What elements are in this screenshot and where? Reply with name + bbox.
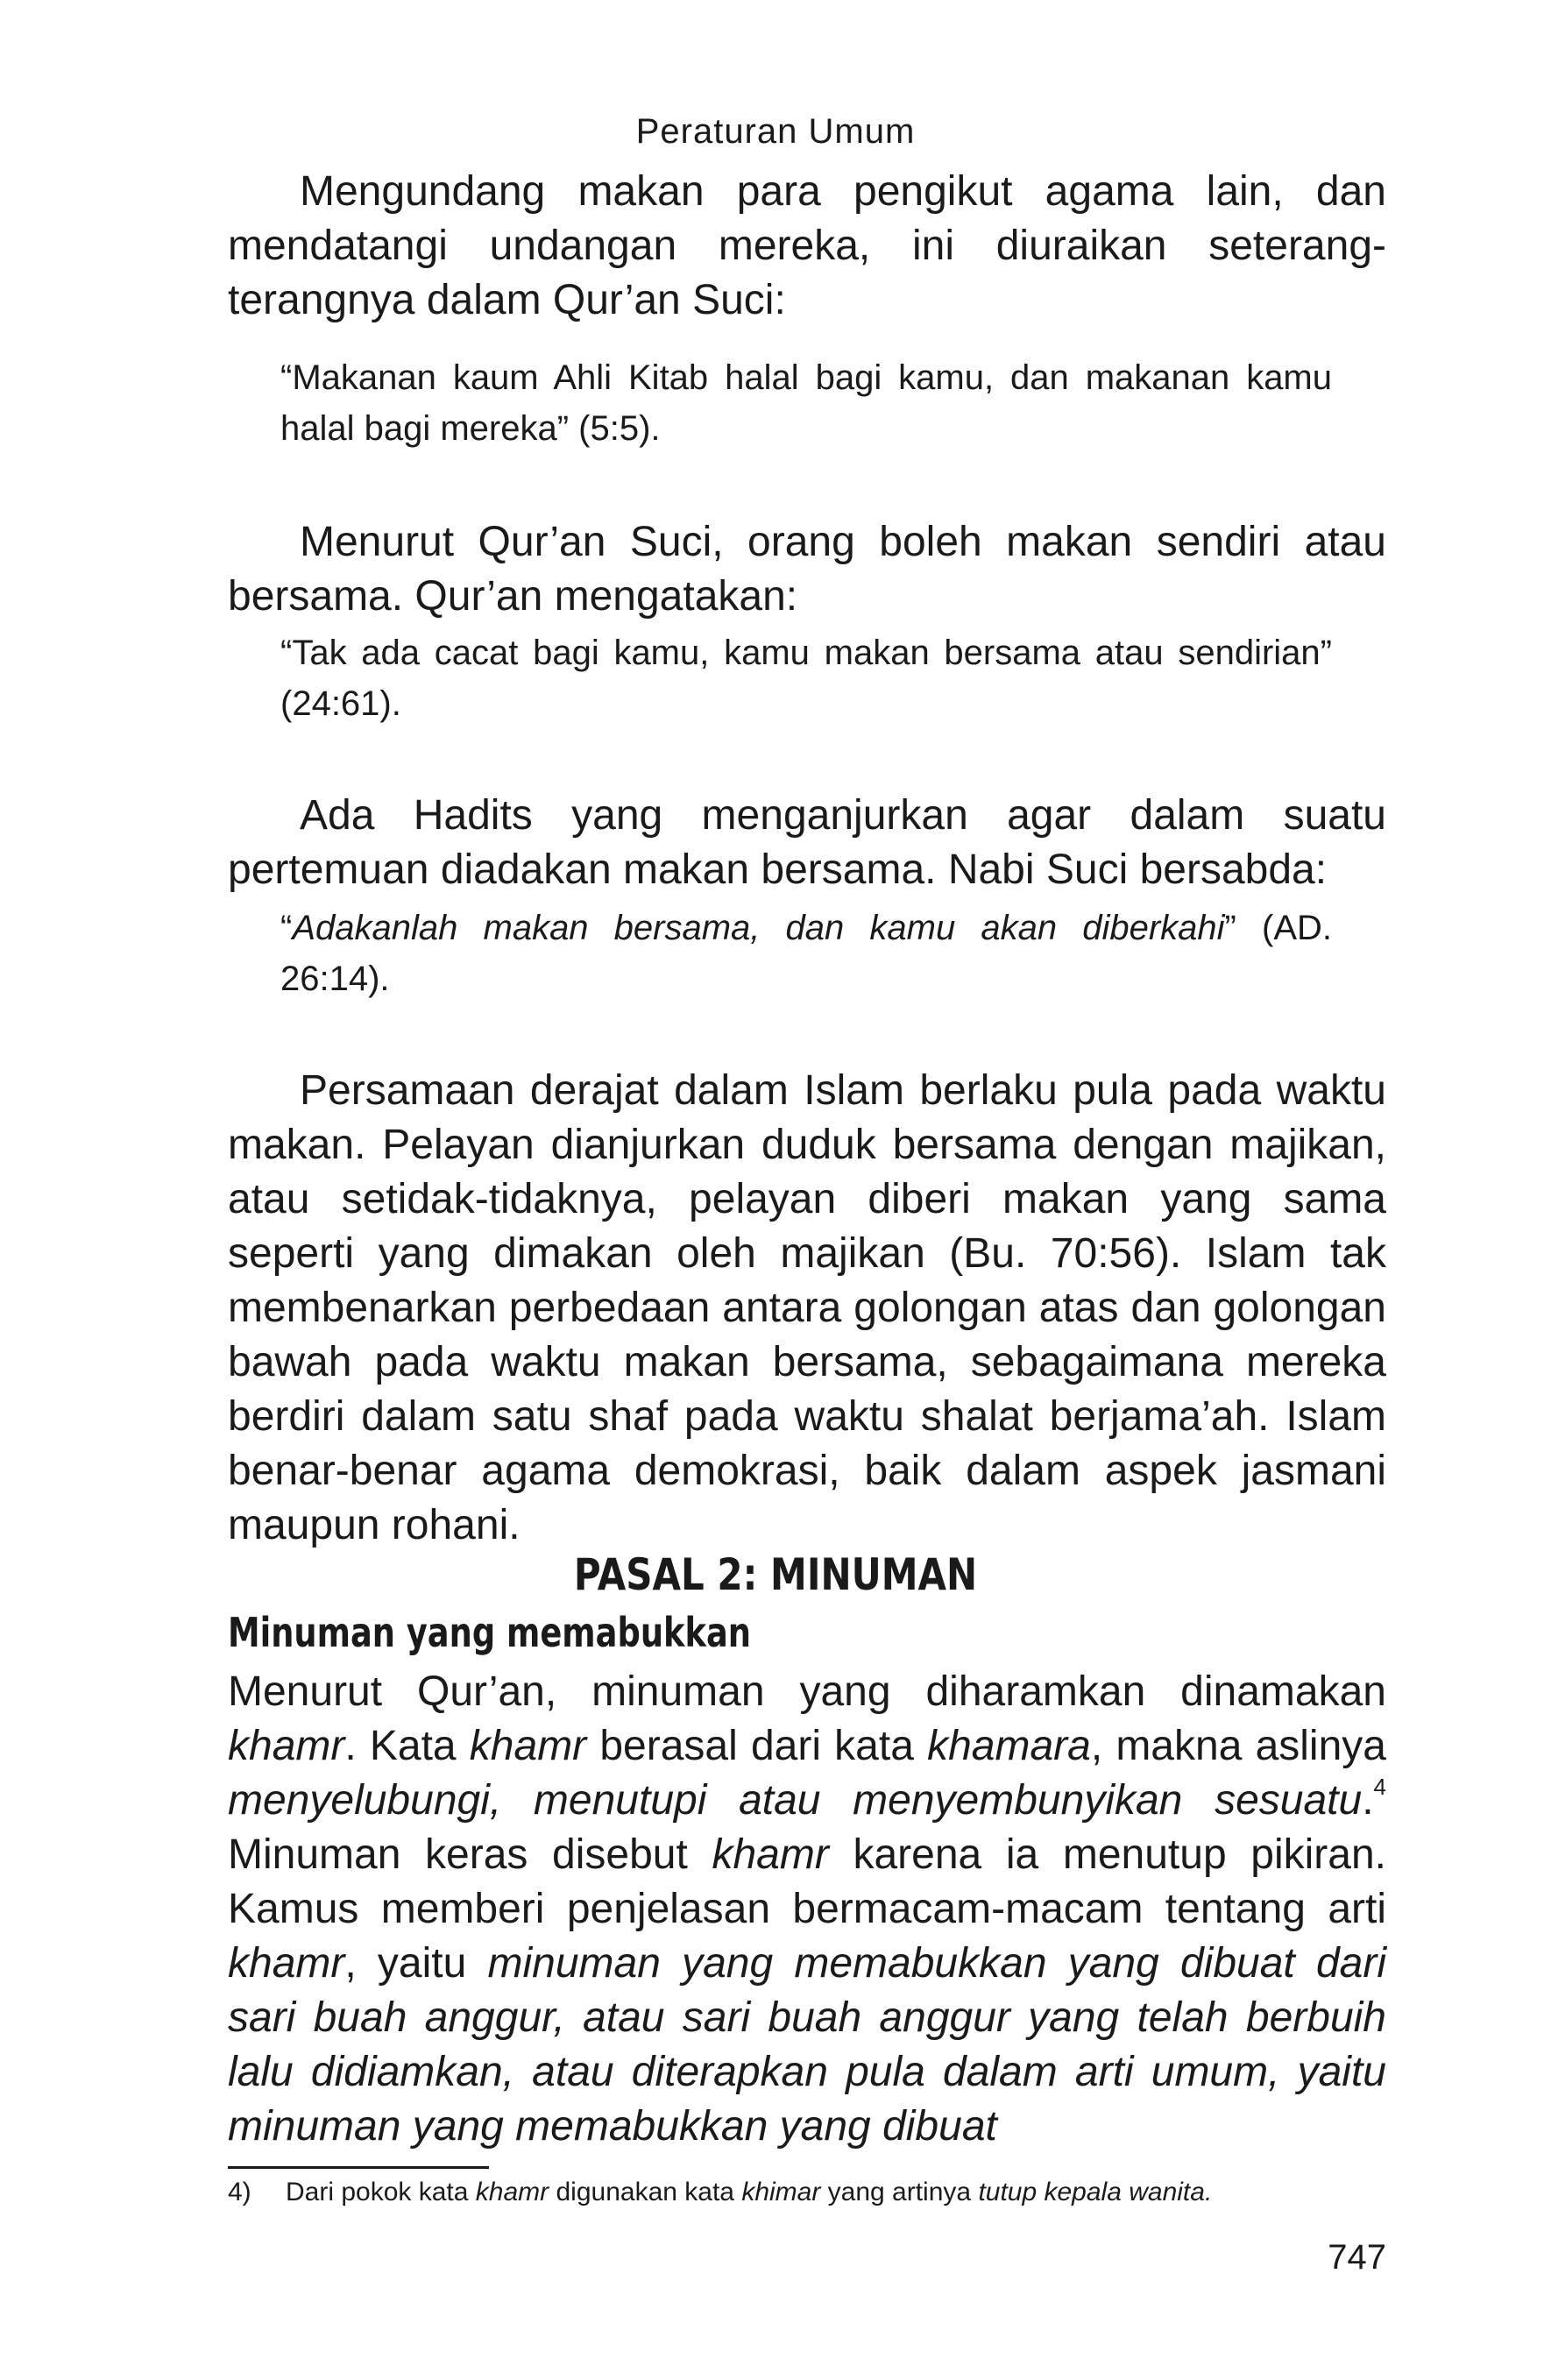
quote-quran-5-5: “Makanan kaum Ahli Kitab halal bagi kamu, dan makanan kamu halal bagi mereka” (5:5). — [280, 358, 1332, 448]
running-header: Peraturan Umum — [635, 112, 916, 151]
footnote-divider — [228, 2166, 489, 2169]
italic-term: khimar — [741, 2178, 821, 2206]
paragraph-invitation: Mengundang makan para pengikut agama lain, dan mendatangi undangan mereka, ini diuraikan seterang-terangnya dalam Qur’an Suci: — [228, 168, 1386, 323]
text-run: Menurut Qur’an, minuman yang diharamkan dinamakan — [228, 1668, 1386, 1715]
paragraph-eating-alone: Menurut Qur’an Suci, orang boleh makan sendiri atau bersama. Qur’an mengatakan: — [228, 519, 1386, 620]
text-run: , makna aslinya — [1090, 1723, 1386, 1769]
quote-hadith — [280, 903, 1332, 1004]
footnote-reference: 4 — [1373, 1774, 1386, 1800]
page-number: 747 — [1328, 2238, 1386, 2277]
paragraph-hadith: Ada Hadits yang menganjurkan agar dalam suatu pertemuan diadakan makan bersama. Nabi Suci bersabda: — [228, 792, 1386, 893]
text-run: karena ia menutup pikiran. Kamus memberi penjelasan bermacam-macam tentang arti — [228, 1831, 1387, 1932]
text-run: . Kata — [344, 1723, 470, 1769]
quote-close: ” (AD. 26:14). — [280, 909, 1332, 998]
section-heading: PASAL 2: MINUMAN — [573, 1549, 978, 1600]
footnote-number: 4) — [228, 2178, 251, 2206]
italic-term: minuman yang memabukkan yang dibuat dari sari buah anggur, atau sari buah anggur yang telah berbuih lalu didiamkan, atau diterapkan pula dalam arti umum, yaitu minuman yang memabukkan yang dibuat — [228, 1940, 1386, 2150]
italic-term: khamr — [475, 2178, 549, 2206]
quote-open: “ — [280, 909, 293, 947]
footnote — [228, 2175, 1386, 2210]
text-run: Minuman keras disebut — [228, 1831, 712, 1878]
italic-term: khamr — [228, 1723, 345, 1769]
italic-term: khamr — [712, 1831, 829, 1878]
quote-quran-24-61: “Tak ada cacat bagi kamu, kamu makan bersama atau sendirian” (24:61). — [280, 634, 1332, 723]
text-run: , yaitu — [344, 1940, 488, 1987]
quote-hadith-text: Adakanlah makan bersama, dan kamu akan diberkahi — [292, 909, 1225, 947]
text-run: . — [1362, 1777, 1374, 1824]
italic-term: khamr — [469, 1723, 587, 1769]
text-run: digunakan kata — [549, 2178, 742, 2206]
italic-term: khamara — [927, 1723, 1091, 1769]
italic-term: khamr — [228, 1940, 345, 1987]
italic-term: menyelubungi, menutupi atau menyembunyikan sesuatu — [228, 1777, 1363, 1824]
text-run: berasal dari kata — [586, 1723, 928, 1769]
text-run: yang artinya — [820, 2178, 979, 2206]
italic-term: tutup kepala wanita. — [978, 2178, 1213, 2206]
sub-heading: Minuman yang memabukkan — [228, 1609, 751, 1656]
paragraph-equality: Persamaan derajat dalam Islam berlaku pula pada waktu makan. Pelayan dianjurkan duduk bersama dengan majikan, atau setidak-tidaknya, pelayan diberi makan yang sama seperti yang dimakan oleh majikan (Bu. 70:56). Islam tak membenarkan perbedaan antara golongan atas dan golongan bawah pada waktu makan bersama, sebagaimana mereka berdiri dalam satu shaf pada waktu shalat berjama’ah. Islam benar-benar agama demokrasi, baik dalam aspek jasmani maupun rohani. — [228, 1067, 1386, 1548]
text-run: Dari pokok kata — [286, 2178, 476, 2206]
paragraph-khamr — [228, 1665, 1386, 2154]
